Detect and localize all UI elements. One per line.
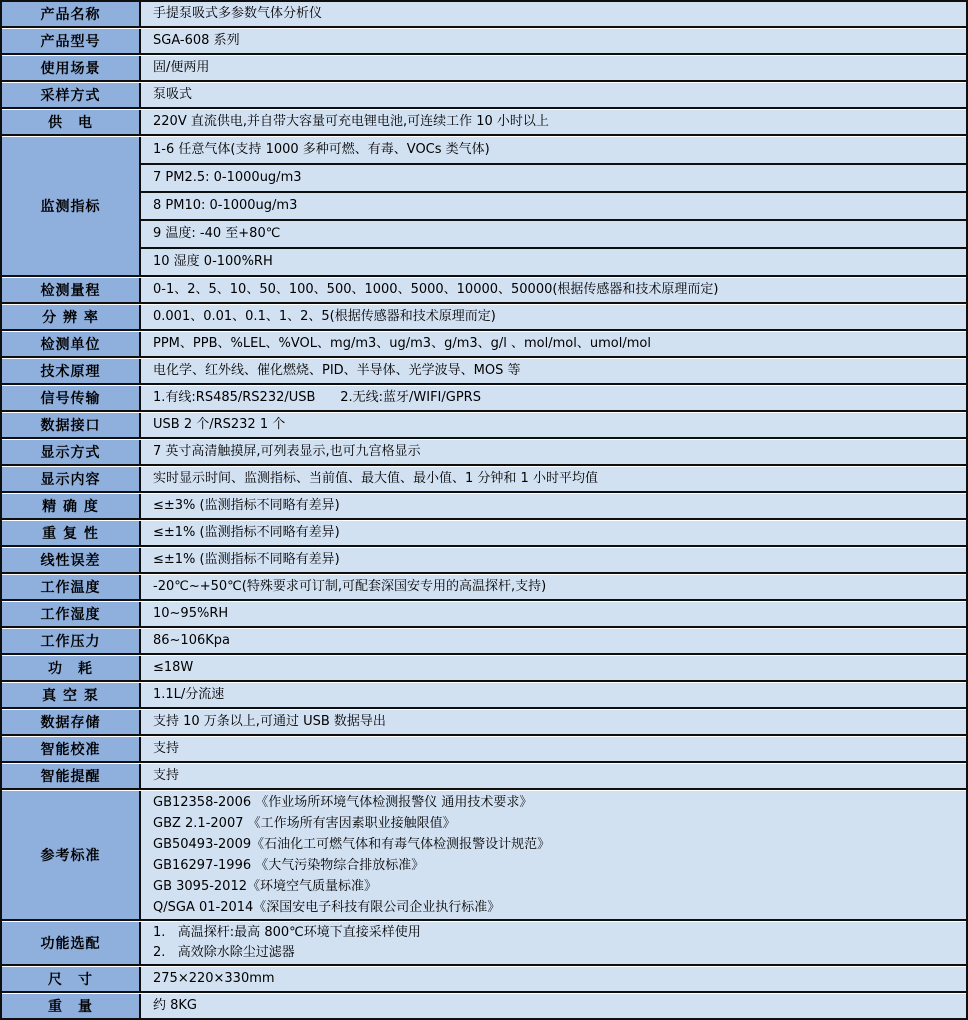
row-label: 工作湿度 [2,602,141,626]
row-label: 技术原理 [2,359,141,383]
row-value: 电化学、红外线、催化燃烧、PID、半导体、光学波导、MOS 等 [141,359,966,383]
row-label: 产品型号 [2,29,141,53]
row-label: 数据存储 [2,710,141,734]
row-usage-scenario [2,56,966,82]
row-data-storage [2,710,966,736]
row-label: 工作温度 [2,575,141,599]
row-label: 供 电 [2,110,141,134]
row-label: 监测指标 [2,137,141,275]
row-label: 智能校准 [2,737,141,761]
row-value: 0.001、0.01、0.1、1、2、5(根据传感器和技术原理而定) [141,305,966,329]
row-value: 固/便两用 [141,56,966,80]
row-value: SGA-608 系列 [141,29,966,53]
row-label: 重 复 性 [2,521,141,545]
row-label: 工作压力 [2,629,141,653]
row-label: 参考标准 [2,791,141,919]
row-label: 显示内容 [2,467,141,491]
indicator-item: 9 温度: -40 至+80℃ [141,221,966,249]
row-value: PPM、PPB、%LEL、%VOL、mg/m3、ug/m3、g/m3、g/l 、mol/mol、umol/mol [141,332,966,356]
row-value: 1.1L/分流速 [141,683,966,707]
row-value: 7 英寸高清触摸屏,可列表显示,也可九宫格显示 [141,440,966,464]
row-label: 功 耗 [2,656,141,680]
row-label: 产品名称 [2,2,141,26]
standard-item: GB50493-2009《石油化工可燃气体和有毒气体检测报警设计规范》 [153,837,551,852]
row-resolution [2,305,966,331]
row-product-model [2,29,966,55]
row-value-group [141,791,966,919]
row-reference-standards [2,791,966,921]
row-working-temperature [2,575,966,601]
standard-item: GB16297-1996 《大气污染物综合排放标准》 [153,858,425,873]
row-label: 尺 寸 [2,967,141,991]
row-working-pressure [2,629,966,655]
row-value: -20℃~+50℃(特殊要求可订制,可配套深国安专用的高温探杆,支持) [141,575,966,599]
row-label: 检测量程 [2,278,141,302]
row-weight [2,994,966,1018]
row-value: 275×220×330mm [141,967,966,991]
row-value: 约 8KG [141,994,966,1018]
standard-item: GBZ 2.1-2007 《工作场所有害因素职业接触限值》 [153,816,456,831]
row-value: 0-1、2、5、10、50、100、500、1000、5000、10000、50000(根据传感器和技术原理而定) [141,278,966,302]
row-display-content [2,467,966,493]
row-product-name [2,2,966,28]
row-detection-unit [2,332,966,358]
row-repeatability [2,521,966,547]
row-power-supply [2,110,966,136]
row-label: 信号传输 [2,386,141,410]
row-technical-principle [2,359,966,385]
row-vacuum-pump [2,683,966,709]
row-sampling-method [2,83,966,109]
row-display-mode [2,440,966,466]
row-value: ≤18W [141,656,966,680]
row-label: 显示方式 [2,440,141,464]
row-data-interface [2,413,966,439]
indicator-item: 10 湿度 0-100%RH [153,254,273,270]
row-label: 线性误差 [2,548,141,572]
row-label: 智能提醒 [2,764,141,788]
row-value: 支持 10 万条以上,可通过 USB 数据导出 [141,710,966,734]
row-accuracy [2,494,966,520]
row-dimensions [2,967,966,993]
standard-item: Q/SGA 01-2014《深国安电子科技有限公司企业执行标准》 [153,900,501,915]
row-value: 1.有线:RS485/RS232/USB 2.无线:蓝牙/WIFI/GPRS [141,386,966,410]
row-value: 支持 [141,764,966,788]
row-label: 检测单位 [2,332,141,356]
row-value: USB 2 个/RS232 1 个 [141,413,966,437]
row-value: ≤±1% (监测指标不同略有差异) [141,548,966,572]
option-item: 2. 高效除水除尘过滤器 [153,945,295,960]
row-value: 手提泵吸式多参数气体分析仪 [141,2,966,26]
indicator-item: 7 PM2.5: 0-1000ug/m3 [141,165,966,193]
row-detection-range [2,278,966,304]
row-power-consumption [2,656,966,682]
indicator-item: 1-6 任意气体(支持 1000 多种可燃、有毒、VOCs 类气体) [141,137,966,165]
row-linearity-error [2,548,966,574]
row-monitoring-indicators [2,137,966,277]
row-value: 86~106Kpa [141,629,966,653]
row-label: 分 辨 率 [2,305,141,329]
row-value: 支持 [141,737,966,761]
row-label: 重 量 [2,994,141,1018]
option-item: 1. 高温探杆:最高 800℃环境下直接采样使用 [153,925,421,940]
row-working-humidity [2,602,966,628]
row-optional-features [2,922,966,966]
row-label: 真 空 泵 [2,683,141,707]
row-smart-calibration [2,737,966,763]
row-value: 220V 直流供电,并自带大容量可充电锂电池,可连续工作 10 小时以上 [141,110,966,134]
row-signal-transmission [2,386,966,412]
row-label: 精 确 度 [2,494,141,518]
row-value-group [141,137,966,275]
row-value: 泵吸式 [141,83,966,107]
standard-item: GB12358-2006 《作业场所环境气体检测报警仪 通用技术要求》 [153,795,533,810]
standard-item: GB 3095-2012《环境空气质量标准》 [153,879,377,894]
row-value: 实时显示时间、监测指标、当前值、最大值、最小值、1 分钟和 1 小时平均值 [141,467,966,491]
row-value: ≤±3% (监测指标不同略有差异) [141,494,966,518]
row-value: 10~95%RH [141,602,966,626]
row-value: ≤±1% (监测指标不同略有差异) [141,521,966,545]
row-label: 采样方式 [2,83,141,107]
row-smart-reminder [2,764,966,790]
indicator-item: 8 PM10: 0-1000ug/m3 [141,193,966,221]
row-value-group [141,922,966,964]
row-label: 使用场景 [2,56,141,80]
row-label: 数据接口 [2,413,141,437]
row-label: 功能选配 [2,922,141,964]
